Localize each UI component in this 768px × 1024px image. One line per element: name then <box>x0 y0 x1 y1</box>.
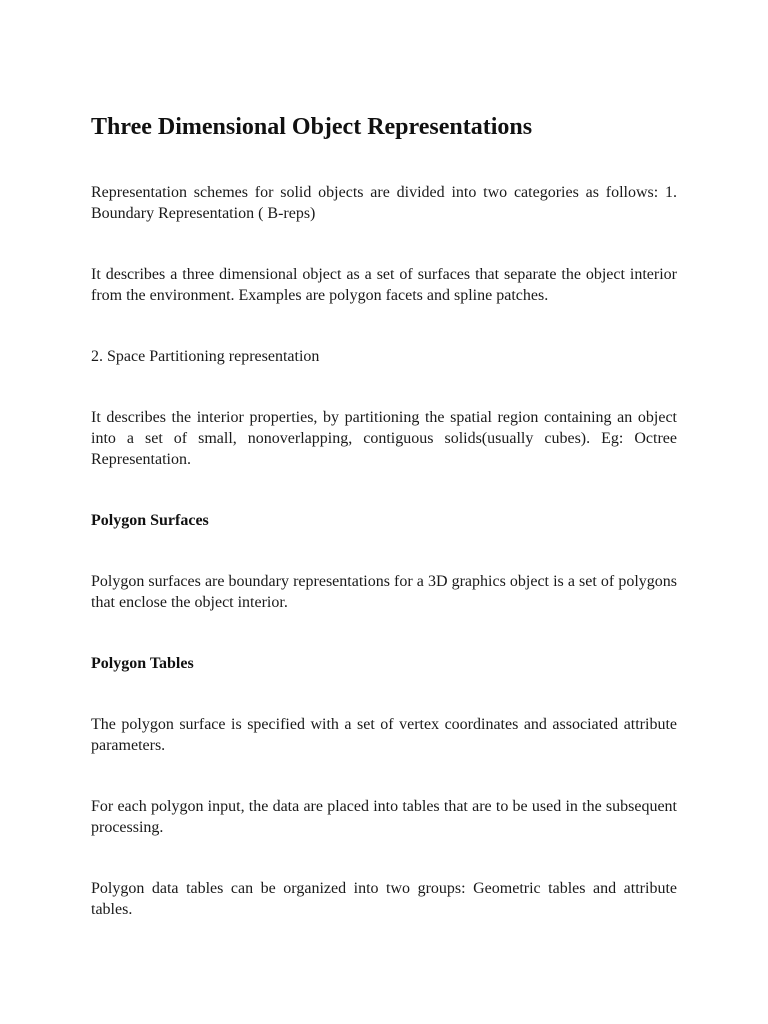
paragraph-data-tables-groups: Polygon data tables can be organized into two groups: Geometric tables and attribute tables. <box>91 880 677 918</box>
paragraph-polygon-input: For each polygon input, the data are placed into tables that are to be used in the subsequent processing. <box>91 798 677 836</box>
paragraph-vertex-coordinates: The polygon surface is specified with a set of vertex coordinates and associated attribute parameters. <box>91 716 677 754</box>
paragraph-space-partitioning: 2. Space Partitioning representation <box>91 348 320 365</box>
paragraph-space-partitioning-description: It describes the interior properties, by partitioning the spatial region containing an object into a set of small, nonoverlapping, contiguous solids(usually cubes). Eg: Octree Representation. <box>91 409 677 468</box>
section-heading-polygon-surfaces: Polygon Surfaces <box>91 512 209 529</box>
paragraph-polygon-surfaces: Polygon surfaces are boundary representations for a 3D graphics object is a set of polygons that enclose the object interior. <box>91 573 677 611</box>
page-title: Three Dimensional Object Representations <box>91 114 533 140</box>
section-heading-polygon-tables: Polygon Tables <box>91 655 194 672</box>
document-body <box>91 110 677 920</box>
paragraph-boundary-description: It describes a three dimensional object as a set of surfaces that separate the object interior from the environment. Examples are polygon facets and spline patches. <box>91 266 677 304</box>
paragraph-representation-schemes: Representation schemes for solid objects are divided into two categories as follows: 1. Boundary Representation ( B-reps) <box>91 184 677 222</box>
